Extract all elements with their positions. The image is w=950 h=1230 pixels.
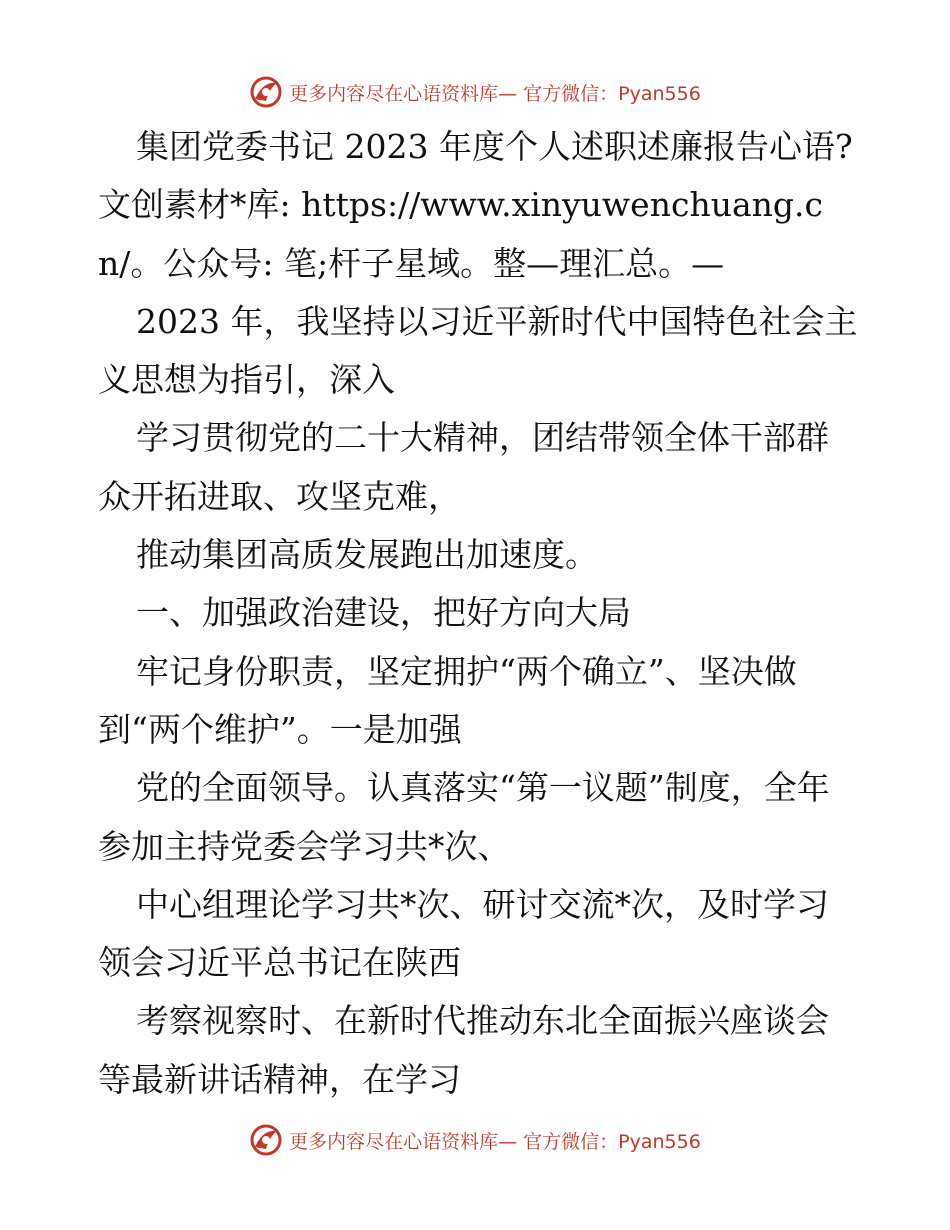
header-banner bbox=[0, 72, 950, 112]
header-banner-wechat: 官方微信：Pyan556 bbox=[523, 82, 701, 105]
paragraph-title: 集团党委书记 2023 年度个人述职述廉报告心语?文创素材*库: https://www.xinyuwenchuang.cn/。公众号: 笔;杆子星域。整—理汇总。— bbox=[98, 127, 853, 283]
paragraph: 党的全面领导。认真落实“第一议题”制度，全年参加主持党委会学习共*次、 bbox=[98, 768, 830, 866]
footer-banner-text: 更多内容尽在心语资料库— bbox=[289, 1130, 518, 1153]
paragraph: 考察视察时、在新时代推动东北全面振兴座谈会等最新讲话精神，在学习 bbox=[98, 1001, 829, 1099]
brand-logo-icon bbox=[249, 1123, 283, 1157]
paragraph: 牢记身份职责，坚定拥护“两个确立”、坚决做到“两个维护”。一是加强 bbox=[98, 651, 797, 749]
section-heading: 一、加强政治建设，把好方向大局 bbox=[136, 593, 631, 633]
paragraph: 2023 年，我坚持以习近平新时代中国特色社会主义思想为指引，深入 bbox=[98, 301, 858, 400]
paragraph: 学习贯彻党的二十大精神，团结带领全体干部群众开拓进取、攻坚克难， bbox=[98, 418, 829, 516]
paragraph: 推动集团高质发展跑出加速度。 bbox=[136, 535, 598, 575]
brand-logo-icon bbox=[249, 75, 283, 109]
footer-banner-wechat: 官方微信：Pyan556 bbox=[523, 1130, 701, 1153]
paragraph: 中心组理论学习共*次、研讨交流*次，及时学习领会习近平总书记在陕西 bbox=[98, 884, 829, 983]
document-body bbox=[98, 118, 858, 1109]
footer-banner bbox=[0, 1120, 950, 1160]
header-banner-text: 更多内容尽在心语资料库— bbox=[289, 82, 518, 105]
